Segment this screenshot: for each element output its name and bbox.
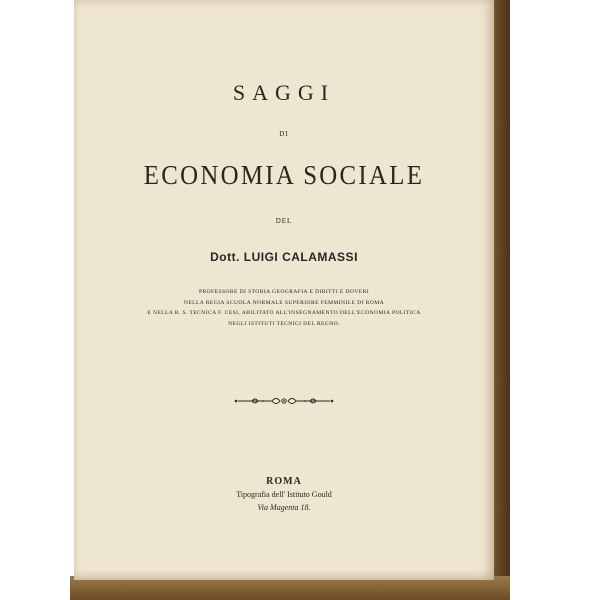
title-conjunction: DI	[279, 130, 289, 138]
book-subtitle: ECONOMIA SOCIALE	[143, 160, 425, 190]
title-page	[74, 0, 494, 580]
credential-line: NELLA REGIA SCUOLA NORMALE SUPERIORE FEMMINILE DI ROMA	[183, 299, 385, 306]
credential-line: E NELLA R. S. TECNICA F. CESI, ABILITATO ALL'INSEGNAMENTO DELL'ECONOMIA POLITICA	[147, 310, 421, 316]
credential-line: NEGLI ISTITUTI TECNICI DEL REGNO.	[228, 320, 340, 327]
ornamental-divider-icon	[232, 394, 336, 408]
author-preposition: DEL	[275, 217, 293, 225]
credential-line: PROFESSORE DI STORIA GEOGRAFIA E DIRITTI E DOVERI	[198, 289, 370, 295]
author-credentials	[74, 287, 494, 329]
author-name: Dott. LUIGI CALAMASSI	[210, 250, 358, 264]
imprint-address: Via Magenta 18.	[257, 503, 311, 512]
imprint-printer: Tipografia dell' Istituto Gould	[236, 490, 332, 499]
book-title: SAGGI	[232, 80, 336, 105]
imprint-city: ROMA	[266, 476, 302, 487]
